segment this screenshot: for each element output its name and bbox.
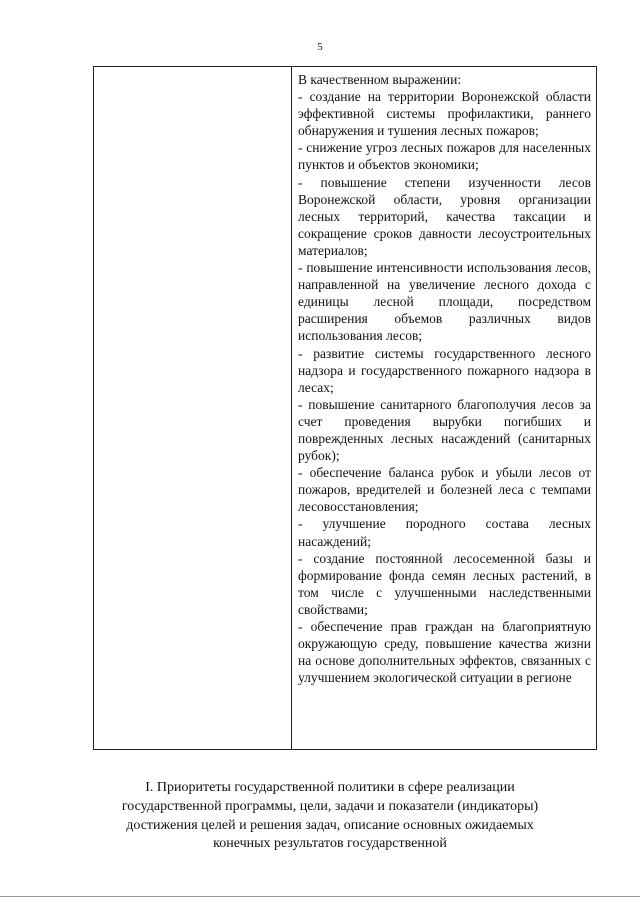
section-heading-text: I. Приоритеты государственной политики в сфере реализации государственной программы, цели, задачи и показатели (индикаторы) достижения целей и решения задач, описание основных ожидаемых конечных результатов государственной [121, 780, 539, 852]
result-item: - обеспечение баланса рубок и убыли лесов от пожаров, вредителей и болезней леса с темпами лесовосстановления; [298, 465, 591, 515]
qualitative-intro: В качественном выражении: [298, 72, 462, 87]
page-number: 5 [317, 41, 323, 53]
page-bottom-edge [0, 896, 640, 897]
result-item: - улучшение породного состава лесных насаждений; [298, 516, 591, 549]
table-left-cell [94, 67, 292, 749]
result-item: - развитие системы государственного лесного надзора и государственного пожарного надзора в лесах; [298, 345, 591, 395]
program-table [93, 66, 597, 750]
result-item: - повышение санитарного благополучия лесов за счет проведения вырубки погибших и поврежденных лесных насаждений (санитарных рубок); [298, 396, 591, 464]
result-item: - повышение степени изученности лесов Воронежской области, уровня организации лесных территорий, качества таксации и сокращение сроков давности лесоустроительных материалов; [298, 174, 591, 258]
result-item: - обеспечение прав граждан на благоприятную окружающую среду, повышение качества жизни на основе дополнительных эффектов, связанных с улучшением экологической ситуации в регионе [298, 619, 591, 686]
section-heading [120, 779, 540, 854]
result-item: - создание на территории Воронежской области эффективной системы профилактики, раннего обнаружения и тушения лесных пожаров; [298, 89, 591, 139]
result-item: - повышение интенсивности использования лесов, направленной на увеличение лесного дохода с единицы лесной площади, посредством расширения объемов различных видов использования лесов; [298, 260, 591, 344]
result-item: - снижение угроз лесных пожаров для населенных пунктов и объектов экономики; [298, 140, 591, 173]
result-item: - создание постоянной лесосеменной базы и формирование фонда семян лесных растений, в том числе с улучшенными наследственными свойствами; [298, 550, 591, 617]
table-right-cell [298, 71, 591, 686]
